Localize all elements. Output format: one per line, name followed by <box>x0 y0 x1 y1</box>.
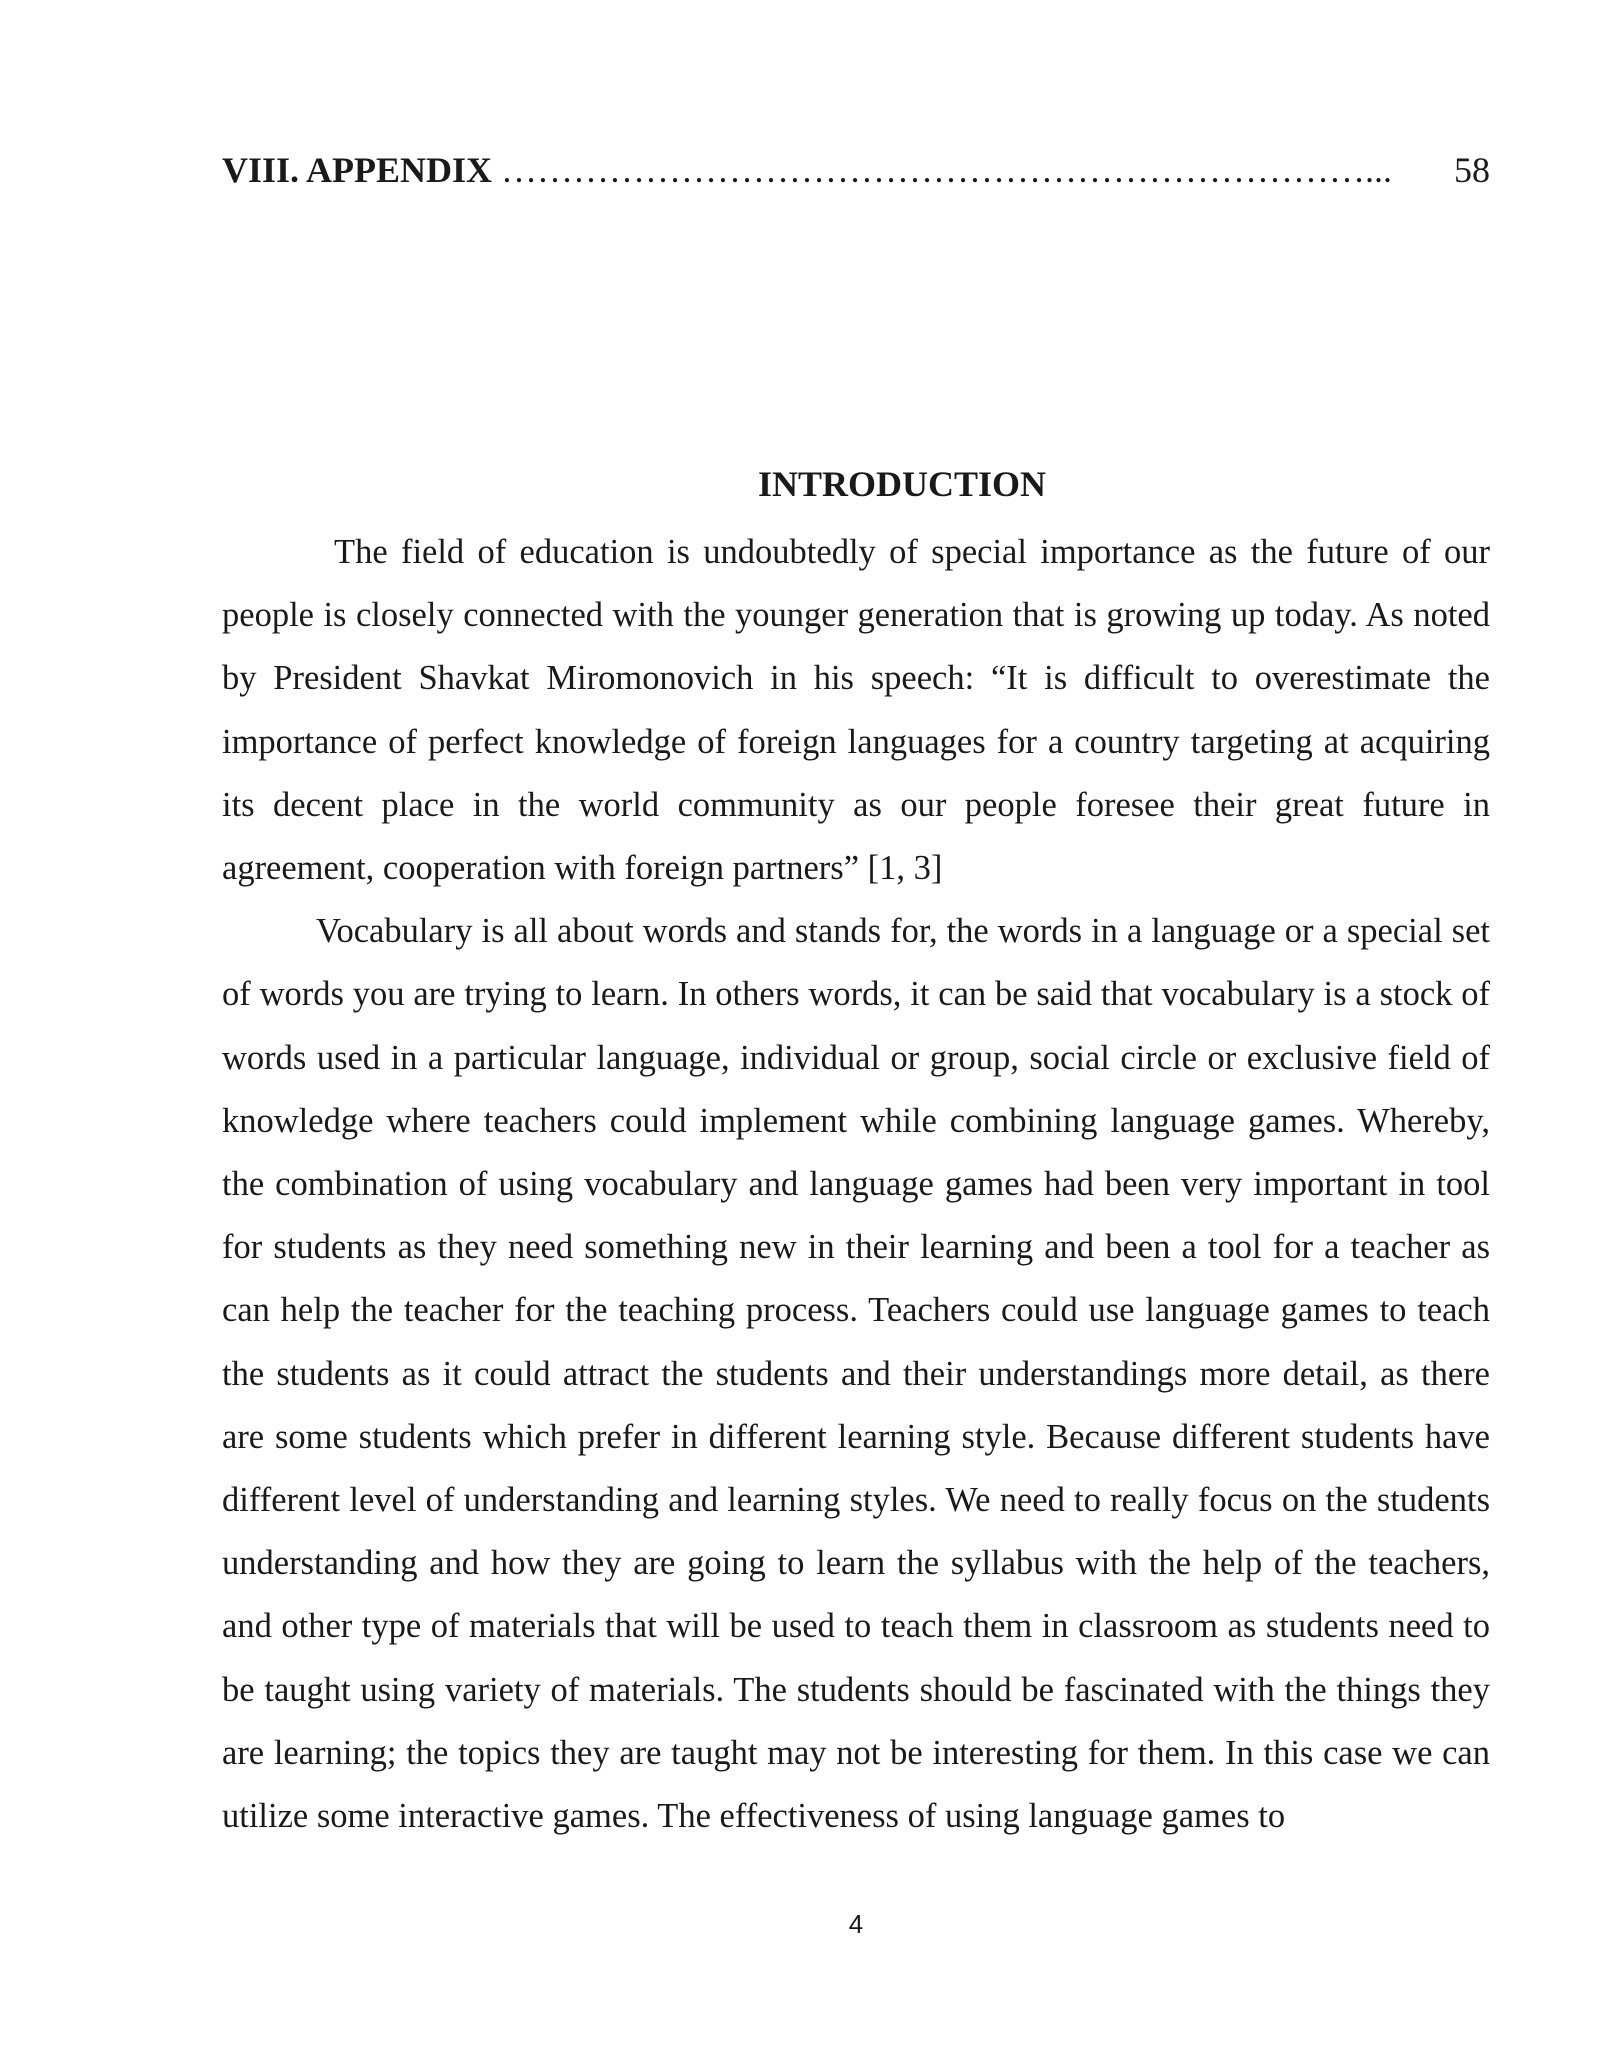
body-text <box>222 521 1490 1848</box>
paragraph-1: The field of education is undoubtedly of special importance as the future of our people is closely connected with the younger generation that is growing up today. As noted by President Shavkat Miromonovich in his speech: “It is difficult to overestimate the importance of perfect knowledge of foreign languages for a country targeting at acquiring its decent place in the world community as our people foresee their great future in agreement, cooperation with foreign partners” [1, 3] <box>222 533 1490 888</box>
paragraph-2: Vocabulary is all about words and stands for, the words in a language or a special set of words you are trying to learn. In others words, it can be said that vocabulary is a stock of words used in a particular language, individual or group, social circle or exclusive field of knowledge where teachers could implement while combining language games. Whereby, the combination of using vocabulary and language games had been very important in tool for students as they need something new in their learning and been a tool for a teacher as can help the teacher for the teaching process. Teachers could use language games to teach the students as it could attract the students and their understandings more detail, as there are some students which prefer in different learning style. Because different students have different level of understanding and learning styles. We need to really focus on the students understanding and how they are going to learn the syllabus with the help of the teachers, and other type of materials that will be used to teach them in classroom as students need to be taught using variety of materials. The students should be fascinated with the things they are learning; the topics they are taught may not be interesting for them. In this case we can utilize some interactive games. The effectiveness of using language games to <box>222 912 1490 1836</box>
toc-entry-label: VIII. APPENDIX <box>222 150 493 190</box>
page-number: 4 <box>848 1909 864 1939</box>
section-heading: INTRODUCTION <box>757 464 1047 504</box>
toc-leader-dots: ………………………………………………………………... <box>492 150 1393 190</box>
toc-page-number: 58 <box>1454 150 1490 190</box>
toc-entry-appendix <box>222 148 1490 192</box>
